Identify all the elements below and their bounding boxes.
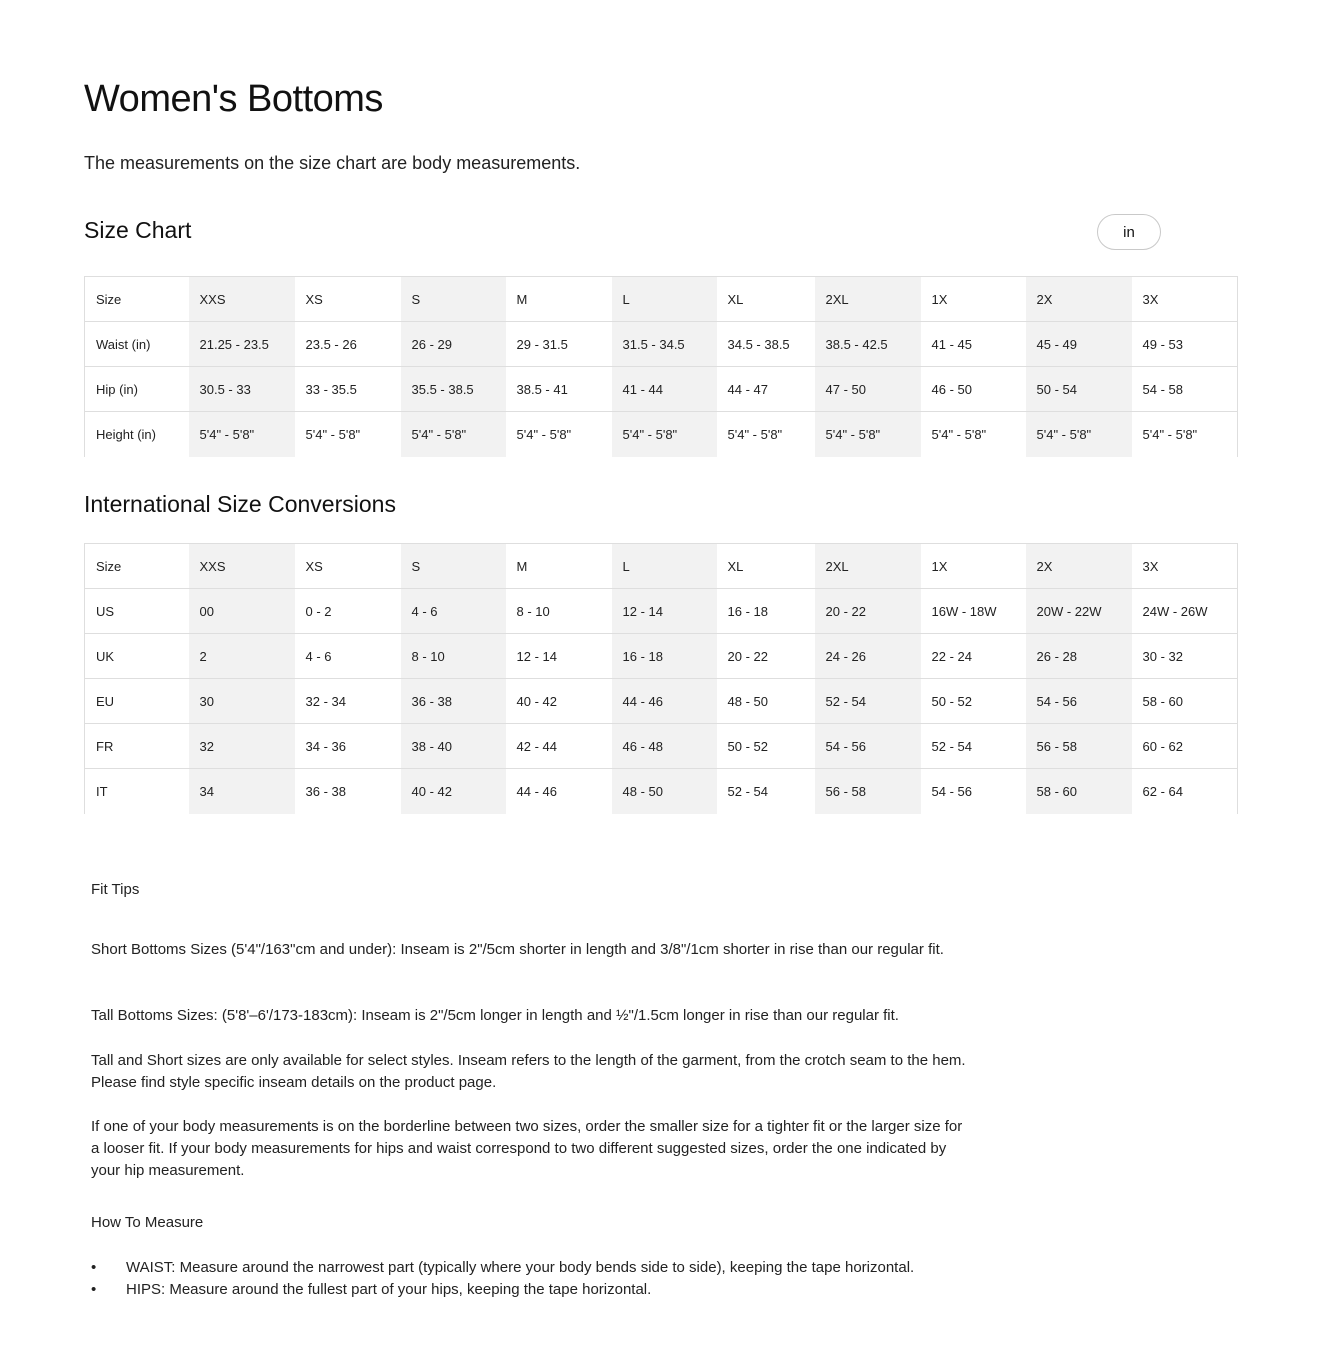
intl-chart-row-label: UK: [85, 634, 189, 679]
intl-chart-cell: 44 - 46: [506, 769, 612, 814]
intl-chart-row-label: FR: [85, 724, 189, 769]
size-chart-cell: 2XL: [815, 277, 921, 322]
size-chart-cell: 46 - 50: [921, 367, 1026, 412]
intl-chart-cell: 22 - 24: [921, 634, 1026, 679]
size-chart-table: [84, 276, 1238, 457]
size-chart-cell: 1X: [921, 277, 1026, 322]
intl-chart-cell: 50 - 52: [717, 724, 815, 769]
intl-chart-cell: 58 - 60: [1132, 679, 1238, 724]
size-chart-cell: 29 - 31.5: [506, 322, 612, 367]
size-chart-row-label: Size: [85, 277, 189, 322]
size-chart-row: [85, 412, 1238, 457]
intl-chart-cell: 32: [189, 724, 295, 769]
size-chart-cell: 45 - 49: [1026, 322, 1132, 367]
intl-chart-cell: 38 - 40: [401, 724, 506, 769]
intl-chart-cell: 8 - 10: [506, 589, 612, 634]
measure-item-hips: [91, 1279, 914, 1301]
intl-chart-row-label: IT: [85, 769, 189, 814]
size-chart-cell: 5'4" - 5'8": [506, 412, 612, 457]
intl-chart-cell: 4 - 6: [401, 589, 506, 634]
size-chart-cell: 23.5 - 26: [295, 322, 401, 367]
intl-chart-cell: 16W - 18W: [921, 589, 1026, 634]
size-chart-cell: 5'4" - 5'8": [1132, 412, 1238, 457]
intl-chart-cell: 8 - 10: [401, 634, 506, 679]
size-chart-cell: XXS: [189, 277, 295, 322]
size-chart-body: [85, 277, 1238, 457]
size-chart-cell: 5'4" - 5'8": [921, 412, 1026, 457]
size-chart-cell: 34.5 - 38.5: [717, 322, 815, 367]
intl-chart-cell: 52 - 54: [815, 679, 921, 724]
how-to-measure-heading: How To Measure: [91, 1214, 204, 1231]
bullet-icon: •: [91, 1259, 97, 1276]
intl-chart-cell: 12 - 14: [506, 634, 612, 679]
size-chart-cell: M: [506, 277, 612, 322]
intl-chart-cell: 40 - 42: [506, 679, 612, 724]
size-chart-row-label: Height (in): [85, 412, 189, 457]
intl-chart-cell: 26 - 28: [1026, 634, 1132, 679]
intl-chart-cell: 20W - 22W: [1026, 589, 1132, 634]
intl-chart-row: [85, 724, 1238, 769]
intl-chart-cell: 4 - 6: [295, 634, 401, 679]
intl-chart-cell: 20 - 22: [717, 634, 815, 679]
intl-chart-cell: 24 - 26: [815, 634, 921, 679]
intl-chart-cell: 48 - 50: [717, 679, 815, 724]
size-chart-row-label: Waist (in): [85, 322, 189, 367]
size-chart-cell: 31.5 - 34.5: [612, 322, 717, 367]
intl-chart-cell: 54 - 56: [815, 724, 921, 769]
intl-chart-row-label: EU: [85, 679, 189, 724]
size-chart-cell: 5'4" - 5'8": [612, 412, 717, 457]
intl-chart-row: [85, 634, 1238, 679]
fit-tip-tall-sizes: Tall Bottoms Sizes: (5'8'–6'/173-183cm): Inseam is 2"/5cm longer in length and ½"/1.5cm longer in rise than our regular fit.: [91, 1007, 899, 1024]
size-chart-cell: XL: [717, 277, 815, 322]
intl-chart-row: [85, 589, 1238, 634]
size-chart-cell: 5'4" - 5'8": [189, 412, 295, 457]
fit-tip-availability: Tall and Short sizes are only available for select styles. Inseam refers to the length of the garment, from the crotch seam to the hem. Please find style specific inseam details on the product page.: [91, 1052, 966, 1091]
intl-chart-row-label: Size: [85, 544, 189, 589]
size-chart-cell: 49 - 53: [1132, 322, 1238, 367]
intl-chart-cell: 42 - 44: [506, 724, 612, 769]
unit-toggle-button[interactable]: in: [1097, 214, 1161, 250]
intl-chart-cell: XS: [295, 544, 401, 589]
size-chart-cell: 50 - 54: [1026, 367, 1132, 412]
size-chart-cell: S: [401, 277, 506, 322]
intl-chart-cell: 36 - 38: [295, 769, 401, 814]
size-chart-cell: 54 - 58: [1132, 367, 1238, 412]
intl-chart-cell: 56 - 58: [815, 769, 921, 814]
size-chart-cell: 5'4" - 5'8": [401, 412, 506, 457]
intl-chart-cell: 50 - 52: [921, 679, 1026, 724]
intl-chart-cell: 32 - 34: [295, 679, 401, 724]
intl-chart-cell: 2XL: [815, 544, 921, 589]
intl-chart-cell: 12 - 14: [612, 589, 717, 634]
size-chart-cell: 2X: [1026, 277, 1132, 322]
intl-chart-row: [85, 679, 1238, 724]
intl-chart-row-label: US: [85, 589, 189, 634]
intl-chart-cell: 46 - 48: [612, 724, 717, 769]
intl-chart-cell: 60 - 62: [1132, 724, 1238, 769]
intl-chart-cell: 0 - 2: [295, 589, 401, 634]
size-chart-cell: 21.25 - 23.5: [189, 322, 295, 367]
intl-chart-cell: 24W - 26W: [1132, 589, 1238, 634]
size-chart-cell: 5'4" - 5'8": [717, 412, 815, 457]
intl-chart-cell: 52 - 54: [921, 724, 1026, 769]
intl-chart-cell: 40 - 42: [401, 769, 506, 814]
fit-tip-borderline: If one of your body measurements is on the borderline between two sizes, order the smaller size for a tighter fit or the larger size for a looser fit. If your body measurements for hips and waist correspond to two different suggested sizes, order the one indicated by your hip measurement.: [91, 1118, 963, 1179]
measure-item-text: HIPS: Measure around the fullest part of your hips, keeping the tape horizontal.: [126, 1281, 652, 1298]
size-chart-cell: 41 - 44: [612, 367, 717, 412]
intl-chart-cell: 58 - 60: [1026, 769, 1132, 814]
intl-chart-cell: 16 - 18: [612, 634, 717, 679]
intl-chart-row: [85, 769, 1238, 814]
size-chart-cell: 30.5 - 33: [189, 367, 295, 412]
size-chart-row: [85, 322, 1238, 367]
size-chart-cell: 38.5 - 42.5: [815, 322, 921, 367]
page-subtitle: The measurements on the size chart are body measurements.: [84, 153, 581, 173]
size-chart-row: [85, 367, 1238, 412]
intl-conversions-table: [84, 543, 1238, 814]
intl-chart-cell: 44 - 46: [612, 679, 717, 724]
size-chart-row-label: Hip (in): [85, 367, 189, 412]
intl-conversions-body: [85, 544, 1238, 814]
intl-chart-cell: 3X: [1132, 544, 1238, 589]
size-chart-row: [85, 277, 1238, 322]
intl-chart-cell: 1X: [921, 544, 1026, 589]
intl-chart-cell: 34: [189, 769, 295, 814]
measure-item-text: WAIST: Measure around the narrowest part (typically where your body bends side to side), keeping the tape horizontal.: [126, 1259, 915, 1276]
intl-chart-cell: S: [401, 544, 506, 589]
intl-chart-cell: 56 - 58: [1026, 724, 1132, 769]
size-chart-cell: 35.5 - 38.5: [401, 367, 506, 412]
bullet-icon: •: [91, 1281, 97, 1298]
intl-chart-cell: 54 - 56: [921, 769, 1026, 814]
page-title: Women's Bottoms: [84, 78, 383, 120]
intl-chart-cell: 54 - 56: [1026, 679, 1132, 724]
how-to-measure-list: [91, 1257, 914, 1301]
fit-tip-short-sizes: Short Bottoms Sizes (5'4"/163"cm and under): Inseam is 2"/5cm shorter in length and 3/8"/1cm shorter in rise than our regular fit.: [91, 941, 944, 958]
intl-chart-cell: 48 - 50: [612, 769, 717, 814]
intl-conversions-heading: International Size Conversions: [84, 491, 396, 517]
intl-chart-cell: 16 - 18: [717, 589, 815, 634]
intl-chart-cell: 20 - 22: [815, 589, 921, 634]
fit-tips-heading: Fit Tips: [91, 881, 140, 898]
intl-chart-cell: 2X: [1026, 544, 1132, 589]
size-chart-cell: 44 - 47: [717, 367, 815, 412]
intl-chart-cell: XL: [717, 544, 815, 589]
intl-chart-cell: M: [506, 544, 612, 589]
intl-chart-cell: 34 - 36: [295, 724, 401, 769]
size-chart-heading: Size Chart: [84, 217, 192, 243]
size-chart-cell: XS: [295, 277, 401, 322]
intl-chart-cell: 00: [189, 589, 295, 634]
size-chart-cell: L: [612, 277, 717, 322]
intl-chart-cell: 62 - 64: [1132, 769, 1238, 814]
intl-chart-cell: L: [612, 544, 717, 589]
intl-chart-cell: 2: [189, 634, 295, 679]
size-chart-cell: 5'4" - 5'8": [295, 412, 401, 457]
intl-chart-cell: 30: [189, 679, 295, 724]
intl-chart-cell: XXS: [189, 544, 295, 589]
size-chart-cell: 47 - 50: [815, 367, 921, 412]
size-chart-cell: 33 - 35.5: [295, 367, 401, 412]
intl-chart-cell: 52 - 54: [717, 769, 815, 814]
size-chart-cell: 5'4" - 5'8": [1026, 412, 1132, 457]
size-chart-cell: 26 - 29: [401, 322, 506, 367]
intl-chart-cell: 30 - 32: [1132, 634, 1238, 679]
intl-chart-row: [85, 544, 1238, 589]
size-chart-cell: 5'4" - 5'8": [815, 412, 921, 457]
measure-item-waist: [91, 1257, 914, 1279]
size-chart-cell: 41 - 45: [921, 322, 1026, 367]
size-chart-cell: 38.5 - 41: [506, 367, 612, 412]
size-chart-cell: 3X: [1132, 277, 1238, 322]
intl-chart-cell: 36 - 38: [401, 679, 506, 724]
